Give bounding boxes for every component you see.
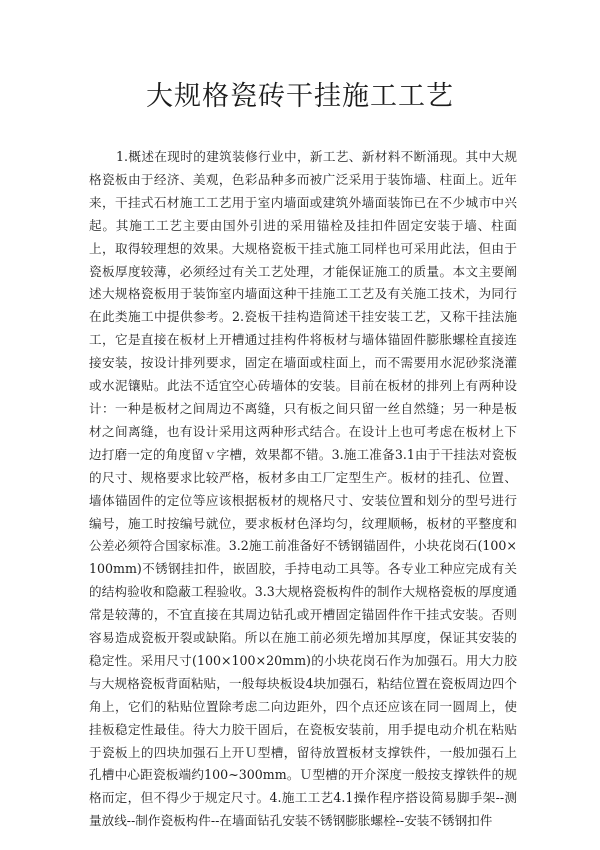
document-body: 1.概述在现时的建筑装修行业中，新工艺、新材料不断涌现。其中大规格瓷板由于经济、美观，色彩品种多而被广泛采用于装饰墙、柱面上。近年来，干挂式石材施工工艺用于室内墙面或建筑外墙面装饰已在不少城市中兴起。其施工工艺主要由国外引进的采用锚栓及挂扣件固定安装于墙、柱面上，取得较理想的效果。大规格瓷板干挂式施工同样也可采用此法，但由于瓷板厚度较薄，必须经过有关工艺处理，才能保证施工的质量。本文主要阐述大规格瓷板用于装饰室内墙面这种干挂施工工艺及有关施工技术，为同行在此类施工中提供参考。2.瓷板干挂构造简述干挂安装工艺，又称干挂法施工，它是直接在板材上开槽通过挂构件将板材与墙体锚固件膨胀螺栓直接连接安装，按设计排列要求，固定在墙面或柱面上，而不需要用水泥砂浆浇灌或水泥镶贴。此法不适宜空心砖墙体的安装。目前在板材的排列上有两种设计：一种是板材之间周边不离缝，只有板之间只留一丝自然缝；另一种是板材之间离缝，也有设计采用这两种形式结合。在设计上也可考虑在板材上下边打磨一定的角度留ｖ字槽，效果都不错。3.施工准备3.1由于干挂法对瓷板的尺寸、规格要求比较严格，板材多由工厂定型生产。板材的挂孔、位置、墙体锚固件的定位等应该根据板材的规格尺寸、安装位置和划分的型号进行编号，施工时按编号就位，要求板材色泽均匀，纹理顺畅，板材的平整度和公差必须符合国家标准。3.2施工前准备好不锈钢锚固件，小块花岗石(100×100mm)不锈钢挂扣件，嵌固胶，手持电动工具等。各专业工种应完成有关的结构验收和隐蔽工程验收。3.3大规格瓷板构件的制作大规格瓷板的厚度通常是较薄的，不宜直接在其周边钻孔或开槽固定锚固件作干挂式安装。否则容易造成瓷板开裂或缺陷。所以在施工前必须先增加其厚度，保证其安装的稳定性。采用尺寸(100×100×20mm)的小块花岗石作为加强石。用大力胶与大规格瓷板背面粘贴，一般每块板设4块加强石，粘结位置在瓷板周边四个角上，它们的粘贴位置除考虑二向边距外，四个点还应该在同一圆周上，使挂板稳定性最佳。待大力胶干固后，在瓷板安装前，用手提电动介机在粘贴于瓷板上的四块加强石上开Ｕ型槽，留待放置板材支撑铁件，一般加强石上孔槽中心距瓷板端约100~300mm。Ｕ型槽的开介深度一般按支撑铁件的规格而定，但不得少于规定尺寸。4.施工工艺4.1操作程序搭设简易脚手架--测量放线--制作瓷板构件--在墙面钻孔安装不锈钢膨胀螺栓--安装不锈钢扣件 xyxy=(89,149,517,829)
document-title: 大规格瓷砖干挂施工工艺 xyxy=(146,81,454,112)
